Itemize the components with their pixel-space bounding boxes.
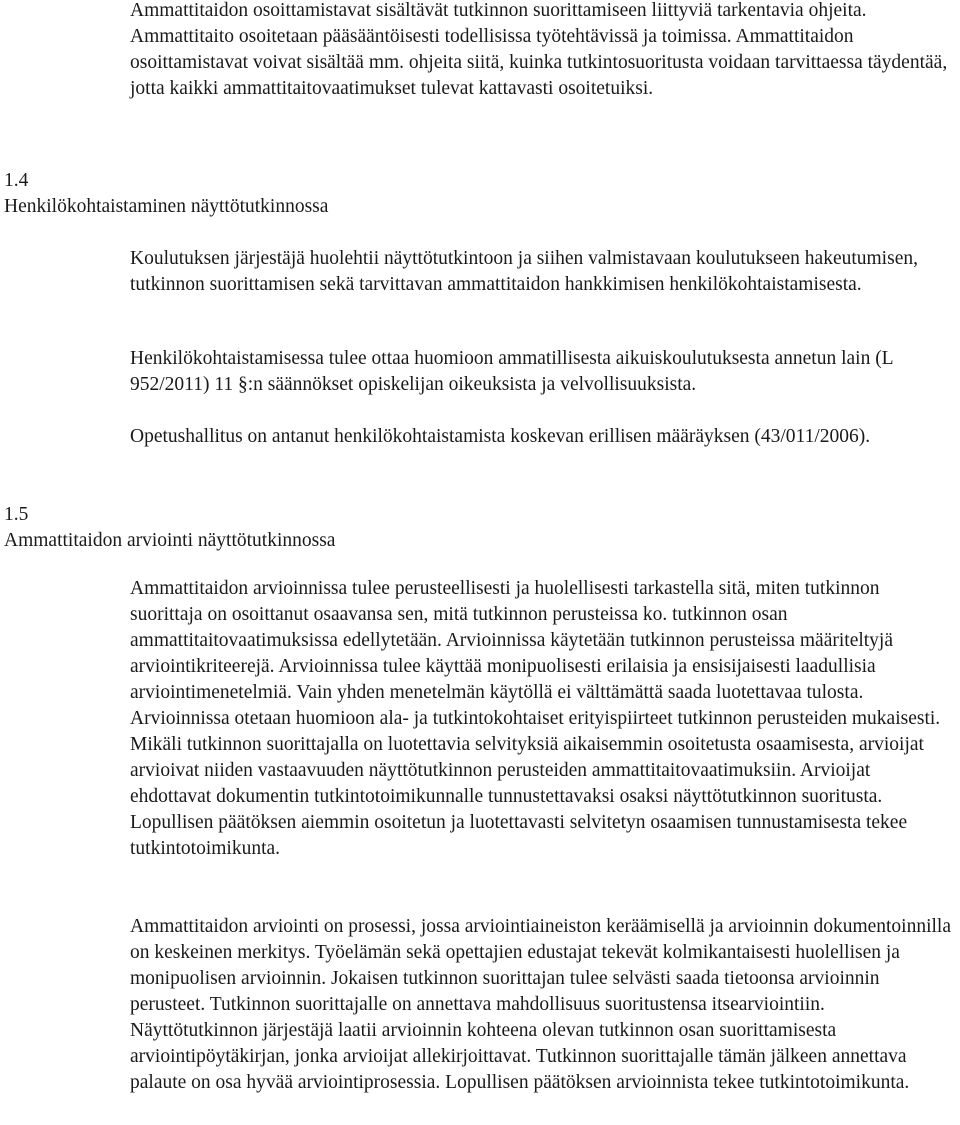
section-1-5-number: 1.5 (4, 504, 29, 525)
section-1-5-title: Ammattitaidon arviointi näyttötutkinnossa (4, 530, 336, 551)
section-1-4-number: 1.4 (4, 170, 29, 191)
section-1-5-paragraph-2: Ammattitaidon arviointi on prosessi, jossa arviointiaineiston keräämisellä ja arvioinnin dokumentoinnilla on keskeinen merkitys. Työelämän sekä opettajien edustajat tekevät kolmikantaisesti huolellisen ja monipuolisen arvioinnin. Jokaisen tutkinnon suorittajan tulee selvästi saada tietoonsa arvioinnin perusteet. Tutkinnon suorittajalle on annettava mahdollisuus suoritustensa itsearviointiin. Näyttötutkinnon järjestäjä laatii arvioinnin kohteena olevan tutkinnon osan suorittamisesta arviointipöytäkirjan, jonka arvioijat allekirjoittavat. Tutkinnon suorittajalle tämän jälkeen annettava palaute on osa hyvää arviointiprosessia. Lopullisen päätöksen arvioinnista tekee tutkintotoimikunta. (130, 916, 952, 1093)
section-1-5-paragraph-1: Ammattitaidon arvioinnissa tulee perusteellisesti ja huolellisesti tarkastella sitä, miten tutkinnon suorittaja on osoittanut osaavansa sen, mitä tutkinnon perusteissa ko. tutkinnon osan ammattitaitovaatimuksissa edellytetään. Arvioinnissa käytetään tutkinnon perusteissa määriteltyjä arviointikriteerejä. Arvioinnissa tulee käyttää monipuolisesti erilaisia ja ensisijaisesti laadullisia arviointimenetelmiä. Vain yhden menetelmän käytöllä ei välttämättä saada luotettavaa tulosta. Arvioinnissa otetaan huomioon ala- ja tutkintokohtaiset erityispiirteet tutkinnon perusteiden mukaisesti. Mikäli tutkinnon suorittajalla on luotettavia selvityksiä aikaisemmin osoitetusta osaamisesta, arvioijat arvioivat niiden vastaavuuden näyttötutkinnon perusteiden ammattitaitovaatimuksiin. Arvioijat ehdottavat dokumentin tutkintotoimikunnalle tunnustettavaksi osaksi näyttötutkinnon suoritusta. Lopullisen päätöksen aiemmin osoitetun ja luotettavasti selvitetyn osaamisen tunnustamisesta tekee tutkintotoimikunta. (130, 578, 941, 859)
section-1-4-paragraph-2: Henkilökohtaistamisessa tulee ottaa huomioon ammatillisesta aikuiskoulutuksesta annetun lain (L 952/2011) 11 §:n säännökset opiskelijan oikeuksista ja velvollisuuksista. (130, 348, 893, 395)
section-1-4-title: Henkilökohtaistaminen näyttötutkinnossa (4, 196, 329, 217)
intro-paragraph: Ammattitaidon osoittamistavat sisältävät tutkinnon suorittamiseen liittyviä tarkentavia ohjeita. Ammattitaito osoitetaan pääsääntöisesti todellisissa työtehtävissä ja toimissa. Ammattitaidon osoittamistavat voivat sisältää mm. ohjeita siitä, kuinka tutkintosuoritusta voidaan tarvittaessa täydentää, jotta kaikki ammattitaitovaatimukset tulevat kattavasti osoitetuiksi. (130, 0, 948, 99)
section-1-4-paragraph-3: Opetushallitus on antanut henkilökohtaistamista koskevan erillisen määräyksen (43/011/2006). (130, 426, 871, 447)
section-1-4-paragraph-1: Koulutuksen järjestäjä huolehtii näyttötutkintoon ja siihen valmistavaan koulutukseen hakeutumisen, tutkinnon suorittamisen sekä tarvittavan ammattitaidon hankkimisen henkilökohtaistamisesta. (130, 248, 918, 295)
